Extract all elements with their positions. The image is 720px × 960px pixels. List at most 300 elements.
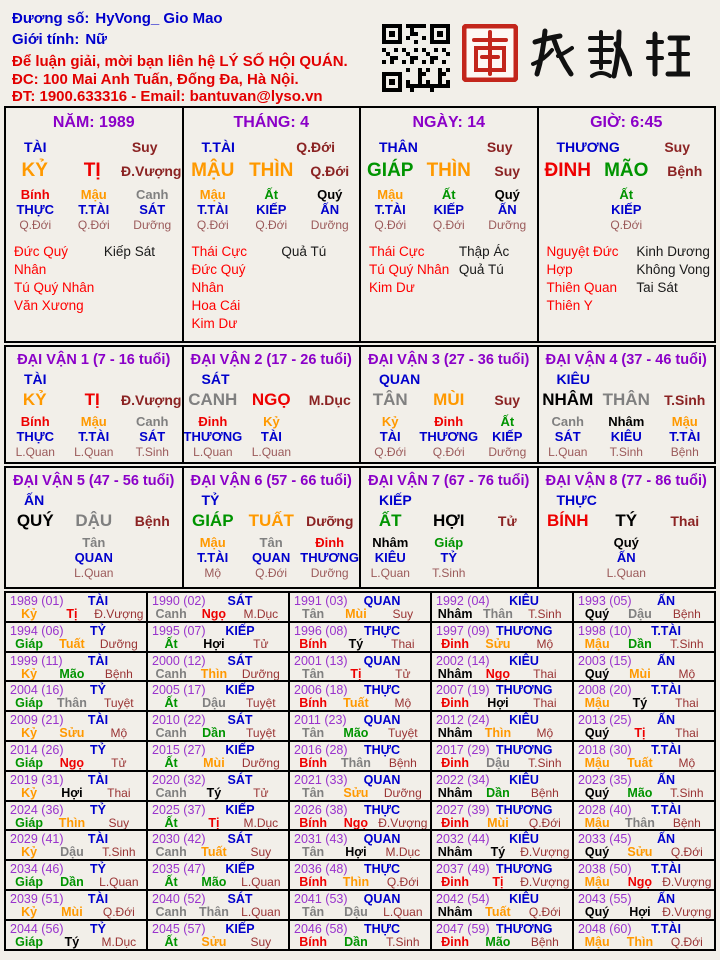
year-cell-bottom-line [290,846,430,859]
year-branch: Mùi [203,755,225,770]
year-cell [432,861,572,889]
pillar-inauspicious-stars [636,243,710,315]
year-cell-top-line [432,891,572,906]
year-cell [574,831,714,859]
year-cell [6,682,146,710]
pillar-stars [361,240,537,297]
year-cell-bottom-line [432,876,572,889]
pillar-branch: THÌN [249,160,294,181]
daivan-box-8 [539,468,715,587]
year-stem: Bính [299,815,327,830]
hidden-stem-column [123,535,182,581]
hidden-stem-column [597,187,656,233]
year-cell-bottom-line [290,608,430,621]
year-cell-top-line [432,861,572,876]
year-number: 2004 (16) [10,683,64,698]
hidden-stem-stage: Q.Đới [255,218,288,232]
year-branch: Mão [59,666,85,681]
hidden-stem-stage: Mộ [204,566,222,580]
year-number: 2013 (25) [578,713,632,728]
year-god-label: KIẾP [225,921,255,936]
year-branch: Thìn [484,726,512,740]
year-stem: Bính [299,934,327,949]
person-name-line [12,8,382,29]
hidden-stem: Tân [82,535,106,550]
daivan-stem: GIÁP [191,511,234,530]
year-branch: Ngọ [627,875,653,889]
year-cell-top-line [574,623,714,638]
year-cell-bottom-line [148,757,288,770]
daivan-god-label: TÀI [24,371,47,387]
year-cell-bottom-line [574,668,714,681]
year-cell [432,772,572,800]
daivan-stem: ẤT [378,511,402,530]
year-number: 2027 (39) [436,802,490,817]
hidden-stem-god: ẤN [497,202,517,217]
daivan-title: ĐẠI VẬN 4 (37 - 46 tuổi) [545,352,707,368]
pillar-hidden-stems [184,187,360,233]
hidden-stem-column [478,414,536,460]
hidden-stem-god: THỰC [16,202,54,217]
year-stem: Canh [155,607,187,621]
star-name: Văn Xương [14,298,84,313]
hidden-stem-stage: Q.Đới [77,218,110,232]
hidden-stem-stage: Q.Đới [19,218,52,232]
hidden-stem-stage: L.Quan [15,445,55,459]
year-cell-bottom-line [432,787,572,800]
year-number: 2033 (45) [578,832,632,847]
daivan-branch: THÂN [602,390,650,409]
year-branch: Hợi [61,785,83,800]
year-stage: T.Sinh [102,845,136,860]
year-stage: Q.Đới [670,934,703,949]
year-cell [6,921,146,949]
year-god-label: T.TÀI [651,742,681,757]
year-cell-bottom-line [574,936,714,949]
year-stem: Quý [584,845,610,860]
pillar-god-label: THÂN [379,139,418,155]
year-number: 2010 (22) [152,713,206,728]
star-name: Không Vong [636,262,710,277]
year-stem: Ất [164,636,178,651]
daivan-god-label: ẤN [24,492,45,508]
person-name-label: Đương số: [12,10,90,27]
hidden-stem-column [242,414,300,460]
hidden-stem: Nhâm [608,414,645,429]
year-cell-top-line [290,593,430,608]
year-number: 2046 (58) [294,921,348,936]
year-cell-bottom-line [6,936,146,949]
hidden-stem-column [420,187,479,233]
year-god-label: THỰC [363,742,401,757]
year-number: 2028 (40) [578,802,632,817]
year-stem: Kỷ [21,666,38,681]
year-cell-top-line [6,742,146,757]
pillar-auspicious-stars [192,243,282,333]
daivan-stage: Bệnh [134,513,170,529]
year-cell-bottom-line [574,817,714,830]
year-stage: T.Sinh [670,785,704,800]
year-number: 1989 (01) [10,594,64,608]
year-stem: Bính [299,755,327,770]
year-number: 2015 (27) [152,742,206,757]
year-god-label: SÁT [227,832,253,847]
year-god-label: T.TÀI [651,802,681,817]
year-cell-bottom-line [6,817,146,830]
hidden-stem-god: KIẾP [433,202,464,217]
hidden-stem: Đinh [315,535,345,550]
year-stem: Giáp [15,934,43,949]
hidden-stem-stage: Q.Đới [432,218,465,232]
year-stage: T.Sinh [528,755,562,770]
year-stage: Suy [250,934,272,949]
daivan-branch: TÝ [615,511,638,530]
hidden-stem: Bính [20,414,50,429]
year-number: 2006 (18) [294,683,348,698]
year-stage: Đ.Vượng [94,607,144,621]
year-god-label: THỰC [363,862,401,877]
gender-line [12,29,382,50]
year-god-label: QUAN [363,832,401,847]
year-branch: Dậu [628,607,652,621]
year-number: 1998 (10) [578,623,632,638]
pillar-stem-branch-row [6,160,182,182]
hidden-stem-column [301,414,359,460]
year-god-label: QUAN [363,653,401,668]
year-god-label: ẤN [656,713,676,728]
year-cell-bottom-line [290,936,430,949]
qr-code [382,24,450,92]
year-cell-bottom-line [290,787,430,800]
contact-phone-email-line: ĐT: 1900.633316 - Email: bantuvan@lyso.vn [12,88,323,105]
year-stem: Nhâm [437,845,473,860]
year-stem: Giáp [15,636,43,651]
year-stem: Canh [155,845,187,860]
year-cell [290,861,430,889]
year-stem: Quý [584,904,610,919]
year-cell-top-line [574,593,714,608]
daivan-stem-branch-row [6,390,182,410]
year-stage: Đ.Vượng [662,875,712,889]
contact-address-line: ĐC: 100 Mai Anh Tuấn, Đống Đa, Hà Nội. [12,70,299,88]
yearly-fortune-table [4,591,716,951]
year-stage: T.Sinh [670,636,704,651]
year-stem: Nhâm [437,666,473,681]
hidden-stem-stage: Dưỡng [310,566,349,580]
year-cell [148,772,288,800]
year-branch: Tị [66,607,78,621]
year-cell-top-line [6,712,146,727]
year-cell [6,831,146,859]
year-god-label: KIẾP [225,862,255,877]
year-stage: Mộ [536,726,554,740]
year-god-label: SÁT [227,594,253,608]
year-cell-top-line [6,891,146,906]
hidden-stem-column [478,535,537,581]
year-stem: Tân [301,785,325,800]
year-stem: Ất [164,815,178,830]
year-stem: Đinh [441,636,469,651]
hidden-stem-column [242,187,301,233]
year-stem: Nhâm [437,785,473,800]
year-cell [432,831,572,859]
daivan-god-label: KIÊU [556,371,590,387]
year-stage: Thai [533,666,557,681]
year-god-label: TỶ [90,921,106,936]
year-number: 2035 (47) [152,862,206,877]
star-name: Đức Quý Nhân [14,244,69,277]
year-number: 2043 (55) [578,891,632,906]
year-cell-bottom-line [432,727,572,740]
daivan-title: ĐẠI VẬN 6 (57 - 66 tuổi) [190,473,352,489]
daivan-god-label: TỶ [201,492,220,508]
year-cell-top-line [6,802,146,817]
year-cell-top-line [432,742,572,757]
year-god-label: TỶ [90,683,106,698]
year-cell-bottom-line [148,668,288,681]
year-cell [148,861,288,889]
year-stage: Bệnh [672,607,701,621]
daivan-box-3 [361,347,537,462]
year-god-label: KIÊU [509,832,539,847]
year-cell-bottom-line [6,876,146,889]
pillar-branch: THÌN [426,160,471,181]
year-branch: Hợi [629,904,651,919]
hidden-stem-stage: Q.Đới [255,566,288,580]
year-number: 2036 (48) [294,862,348,877]
year-branch: Mão [485,934,511,949]
daivan-branch: DẬU [75,511,113,530]
year-cell-bottom-line [148,638,288,651]
year-stage: Tuyệt [246,726,276,740]
hidden-stem: Ất [441,187,456,202]
daivan-stem: CANH [188,390,238,409]
year-god-label: THỰC [363,921,401,936]
year-cell-top-line [432,802,572,817]
year-cell [574,802,714,830]
hidden-stem: Mậu [671,414,698,429]
hidden-stem-column [242,535,300,581]
year-branch: Sửu [343,785,369,800]
hidden-stem: Kỷ [381,414,399,429]
hidden-stem: Canh [136,187,169,202]
year-cell-bottom-line [574,638,714,651]
hidden-stem-god: THỰC [16,429,54,444]
year-number: 2034 (46) [10,862,64,877]
year-stage: Bệnh [530,785,559,800]
year-stage: Mộ [394,696,412,711]
hidden-stem-column [65,535,124,581]
year-cell-bottom-line [148,608,288,621]
pillar-branch: TỊ [83,160,101,181]
four-pillars-table [4,106,716,343]
year-god-label: TÀI [87,832,109,847]
daivan-stem: BÍNH [546,511,589,530]
year-cell [148,891,288,919]
year-cell-bottom-line [148,846,288,859]
year-number: 1993 (05) [578,594,632,608]
daivan-stem-branch-row [539,511,715,531]
daivan-hidden-stems [6,535,182,581]
year-branch: Thân [340,755,371,770]
year-stage: Đ.Vượng [520,875,570,889]
year-god-label: QUAN [363,713,401,728]
year-god-label: TÀI [87,594,109,608]
year-cell [574,712,714,740]
star-name: Kinh Dương [636,244,710,259]
year-cell [6,802,146,830]
pillar-inauspicious-stars [459,243,533,297]
daivan-stem-branch-row [539,390,715,410]
hidden-stem-god: TÀI [260,429,282,444]
pillar-title: THÁNG: 4 [233,114,310,131]
daivan-title: ĐẠI VẬN 2 (17 - 26 tuổi) [190,352,352,368]
hidden-stem: Nhâm [372,535,409,550]
hidden-stem: Đinh [198,414,228,429]
year-cell-top-line [290,653,430,668]
year-branch: Tuất [343,696,369,711]
year-branch: Thân [56,696,87,711]
year-cell-bottom-line [290,638,430,651]
hidden-stem-god: SÁT [139,429,166,444]
year-cell-top-line [148,742,288,757]
year-cell-top-line [432,712,572,727]
year-branch: Hợi [487,696,509,711]
year-branch: Mùi [61,904,83,919]
pillar-stem: ĐINH [544,160,591,181]
year-stem: Mậu [584,934,610,949]
year-branch: Ngọ [485,666,511,681]
year-number: 2002 (14) [436,653,490,668]
year-god-label: KIÊU [509,891,539,906]
daivan-stem-branch-row [184,390,360,410]
daivan-title: ĐẠI VẬN 5 (47 - 56 tuổi) [13,473,175,489]
year-cell-bottom-line [6,727,146,740]
year-stem: Quý [584,726,610,740]
year-god-label: THỰC [363,683,401,698]
star-name: Thiên Quan [546,280,618,295]
year-cell-top-line [6,653,146,668]
year-stage: M.Dục [243,607,279,621]
year-number: 2039 (51) [10,891,64,906]
hidden-stem-stage: Q.Đới [610,218,643,232]
daivan-box-2 [184,347,360,462]
hidden-stem: Mậu [199,535,226,550]
year-cell-top-line [574,861,714,876]
year-branch: Thân [198,904,229,919]
year-stage: Bệnh [530,934,559,949]
year-branch: Dậu [344,904,368,919]
star-name: Kiếp Sát [103,244,155,259]
star-name: Nguyệt Đức Hợp [546,244,619,277]
header [0,0,720,106]
year-stage: Thai [675,696,699,711]
year-number: 2040 (52) [152,891,206,906]
year-stage: Đ.Vượng [378,815,428,830]
pillar-stars [539,240,715,315]
year-number: 2023 (35) [578,772,632,787]
hidden-stem-god: KIẾP [256,202,287,217]
year-cell [290,653,430,681]
year-number: 2029 (41) [10,832,64,847]
year-god-label: ẤN [656,891,676,906]
year-number: 2032 (44) [436,832,490,847]
year-stem: Mậu [584,815,610,830]
year-god-label: KIÊU [509,772,539,787]
pillar-god-row [539,139,715,155]
year-cell [574,772,714,800]
daivan-god-label: QUAN [379,371,421,387]
year-branch: Thìn [342,875,370,889]
hidden-stem: Ất [500,414,515,429]
year-cell-bottom-line [432,936,572,949]
year-cell [148,831,288,859]
year-cell [574,921,714,949]
hidden-stem-column [65,187,124,233]
pillar-god-row [361,139,537,155]
year-number: 2044 (56) [10,921,64,936]
year-cell [432,802,572,830]
hidden-stem-column [6,187,65,233]
year-cell-bottom-line [574,757,714,770]
year-cell [290,921,430,949]
year-cell-top-line [432,682,572,697]
year-stage: Thai [391,636,415,651]
daivan-stem-branch-row [6,511,182,531]
year-cell [574,891,714,919]
year-number: 2041 (53) [294,891,348,906]
header-brand [382,8,714,104]
year-stage: Dưỡng [383,785,422,800]
contact-invite-line: Để luận giải, mời bạn liên hệ LÝ SỐ HỘI QUÁN. [12,53,348,70]
year-branch: Thìn [58,815,86,830]
year-stem: Nhâm [437,726,473,740]
daivan-stem: QUÝ [16,511,54,530]
year-stem: Bính [299,875,327,889]
daivan-box-5 [6,468,182,587]
year-stage: Tuyệt [246,696,276,711]
year-stage: Suy [108,815,130,830]
year-branch: Ngọ [201,607,227,621]
hidden-stem-god: SÁT [139,202,166,217]
year-branch: Tị [634,726,646,740]
hidden-stem-god: THƯƠNG [183,429,243,444]
year-cell [574,623,714,651]
pillar-stage: Bệnh [667,163,703,179]
year-cell [574,742,714,770]
year-cell-bottom-line [148,906,288,919]
pillar-inauspicious-stars [281,243,355,333]
pillar-stem-branch-row [184,160,360,182]
daivan-title: ĐẠI VẬN 8 (77 - 86 tuổi) [545,473,707,489]
year-number: 2000 (12) [152,653,206,668]
year-cell-bottom-line [574,697,714,710]
hidden-stem-god: KIẾP [492,429,523,444]
year-branch: Tị [492,875,504,889]
year-god-label: SÁT [227,772,253,787]
brand-char-li-icon [644,28,690,80]
year-stem: Giáp [15,815,43,830]
year-cell-top-line [148,921,288,936]
brand-char-shu-icon [586,28,632,80]
hidden-stem-stage: Q.Đới [196,218,229,232]
year-cell [574,861,714,889]
daivan-branch: HỢI [432,511,465,530]
year-branch: Sửu [485,636,511,651]
year-stage: Dưỡng [241,666,280,681]
pillar-stem-branch-row [361,160,537,182]
year-cell-top-line [574,682,714,697]
